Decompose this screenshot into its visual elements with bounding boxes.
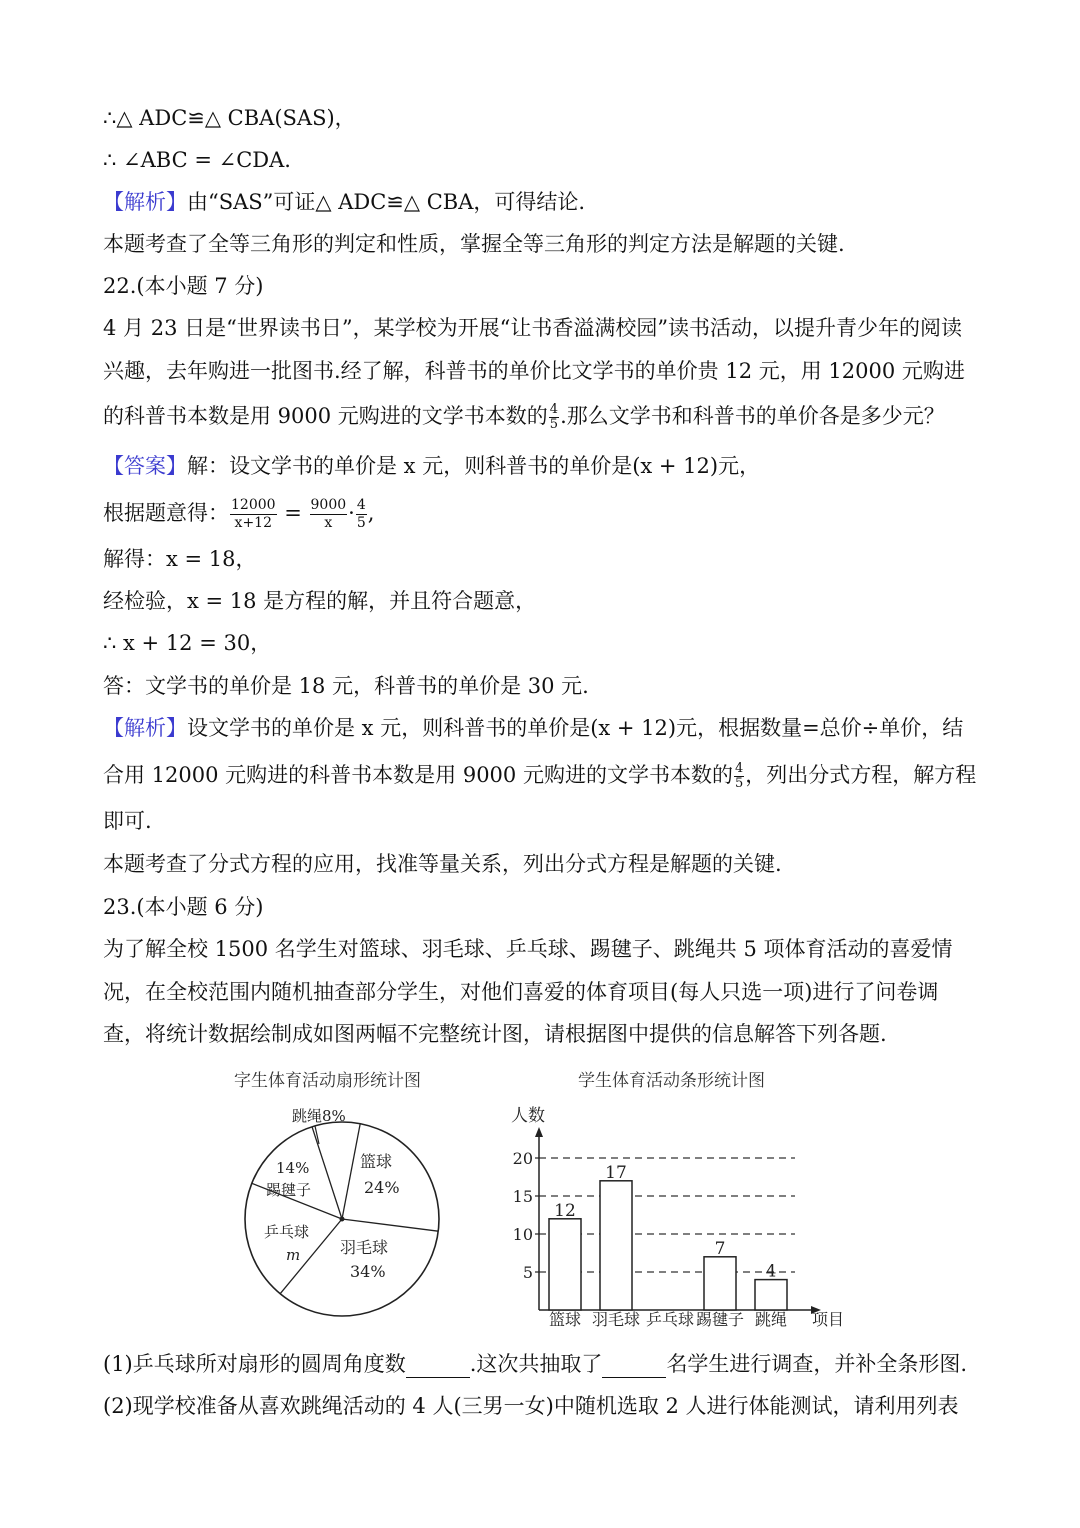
x-axis-label: 项目 (812, 1310, 845, 1329)
bar (755, 1280, 787, 1310)
q23-header: 23.(本小题 6 分) (103, 895, 264, 919)
fraction-den: 5 (549, 417, 559, 432)
eq-fraction-1 (230, 497, 277, 532)
fraction-num: 4 (549, 402, 559, 417)
y-tick-label: 15 (512, 1187, 533, 1206)
pie-chart-title: 字生体育活动扇形统计图 (234, 1071, 421, 1091)
x-category-label: 羽毛球 (591, 1310, 641, 1329)
q22-answer-1 (103, 452, 760, 480)
analysis-2a: 合用 12000 元购进的科普书本数是用 9000 元购进的文学书本数的 (103, 763, 733, 787)
q22-solution-4: 答：文学书的单价是 18 元，科普书的单价是 30 元. (103, 674, 589, 698)
pie-chart (240, 1095, 470, 1335)
analysis-tag: 【解析】 (103, 716, 187, 740)
pie-center (340, 1217, 345, 1222)
y-tick-label: 20 (512, 1149, 533, 1168)
q22-analysis-1 (103, 714, 963, 742)
q22-solution-3: ∴ x + 12 = 30， (103, 631, 272, 655)
pie-value-badminton: 34% (350, 1262, 386, 1281)
eq-equals: = (277, 501, 309, 525)
eq-suffix: , (367, 501, 375, 525)
q22-summary: 本题考查了分式方程的应用，找准等量关系，列出分式方程是解题的关键. (103, 852, 782, 876)
q22-analysis-3: 即可. (103, 809, 152, 833)
y-axis-label: 人数 (511, 1106, 545, 1126)
y-tick-label: 5 (522, 1263, 533, 1282)
pie-slice-boundary (342, 1219, 438, 1231)
y-tick-label: 10 (512, 1225, 533, 1244)
bar-value-label: 7 (714, 1238, 726, 1259)
pie-value-basketball: 24% (364, 1178, 400, 1197)
bar-value-label: 17 (605, 1162, 627, 1183)
eq-fraction-2 (310, 497, 348, 532)
eq-f1-num: 12000 (231, 497, 276, 513)
q22-solution-2: 经检验，x = 18 是方程的解，并且符合题意， (103, 589, 537, 613)
eq-f3-num: 4 (356, 497, 366, 513)
pie-value-shuttlecock: 14% (276, 1159, 310, 1177)
bar (549, 1219, 581, 1310)
pie-label-pingpong: 乒乓球 (264, 1223, 310, 1241)
q22-stem-3a: 的科普书本数是用 9000 元购进的文学书本数的 (103, 404, 548, 428)
sub1-c: 名学生进行调查，并补全条形图. (666, 1352, 968, 1376)
q22-header: 22.(本小题 7 分) (103, 274, 264, 298)
q22-stem-2: 兴趣，去年购进一批图书.经了解，科普书的单价比文学书的单价贵 12 元，用 12000 元购进 (103, 359, 965, 383)
analysis-2b: ，列出分式方程，解方程 (745, 763, 977, 787)
answer-blank-1[interactable] (406, 1357, 470, 1378)
bar (704, 1257, 736, 1310)
proof-line-2: ∴ ∠ABC = ∠CDA. (103, 148, 291, 172)
q23-stem-3: 查，将统计数据绘制成如图两幅不完整统计图，请根据图中提供的信息解答下列各题. (103, 1022, 887, 1046)
eq-f1-den: x+12 (234, 515, 272, 531)
pie-label-badminton: 羽毛球 (340, 1238, 389, 1257)
analysis-21 (103, 188, 585, 216)
summary-21: 本题考查了全等三角形的判定和性质，掌握全等三角形的判定方法是解题的关键. (103, 232, 845, 256)
pie-slice-boundary (342, 1124, 360, 1219)
eq-fraction-3 (356, 497, 367, 532)
q23-sub-1 (103, 1350, 967, 1378)
x-category-label: 踢毽子 (695, 1310, 745, 1329)
answer-blank-2[interactable] (602, 1357, 666, 1378)
answer-tag: 【答案】 (103, 454, 187, 478)
y-axis-arrow (535, 1127, 543, 1137)
fraction-den: 5 (734, 776, 744, 791)
pie-value-pingpong: m (286, 1246, 301, 1264)
bar-chart (495, 1095, 865, 1335)
eq-prefix: 根据题意得： (103, 501, 229, 525)
x-category-label: 乒乓球 (645, 1310, 695, 1329)
bar-value-label: 4 (765, 1261, 777, 1282)
fraction-4-5 (549, 403, 559, 432)
fraction-4-5 (734, 762, 744, 791)
q23-sub-2: (2)现学校准备从喜欢跳绳活动的 4 人(三男一女)中随机选取 2 人进行体能测试，请利用列表 (103, 1394, 959, 1418)
pie-label-basketball: 篮球 (360, 1152, 393, 1171)
q22-analysis-2 (103, 761, 976, 791)
q22-solution-1: 解得：x = 18， (103, 547, 257, 571)
q22-stem-1: 4 月 23 日是“世界读书日”，某学校为开展“让书香溢满校园”读书活动，以提升青少年的阅读 (103, 316, 963, 340)
sub1-a: (1)乒乓球所对扇形的圆周角度数 (103, 1352, 406, 1376)
eq-f2-den: x (324, 515, 333, 531)
q23-stem-2: 况，在全校范围内随机抽查部分学生，对他们喜爱的体育项目(每人只选一项)进行了问卷调 (103, 980, 939, 1004)
q22-stem-3b: .那么文学书和科普书的单价各是多少元？ (560, 404, 945, 428)
pie-slice-boundary (312, 1127, 342, 1219)
q22-stem-3 (103, 402, 945, 432)
pie-label-jumprope: 跳绳8% (292, 1107, 346, 1125)
proof-line-1: ∴△ ADC≌△ CBA(SAS)， (103, 106, 356, 130)
q23-stem-1: 为了解全校 1500 名学生对篮球、羽毛球、乒乓球、踢毽子、跳绳共 5 项体育活动的喜爱情 (103, 937, 953, 961)
fraction-num: 4 (734, 761, 744, 776)
eq-dot: · (348, 501, 355, 525)
x-category-label: 跳绳 (754, 1310, 788, 1329)
eq-f2-num: 9000 (310, 497, 347, 513)
pie-label-shuttlecock: 踢毽子 (266, 1181, 312, 1199)
bar (600, 1181, 632, 1310)
analysis-text: 由“SAS”可证△ ADC≌△ CBA，可得结论. (187, 190, 586, 214)
bar-value-label: 12 (554, 1200, 576, 1221)
analysis-text: 设文学书的单价是 x 元，则科普书的单价是(x + 12)元，根据数量=总价÷单价，结 (187, 716, 964, 740)
q22-equation (103, 497, 374, 532)
x-category-label: 篮球 (548, 1310, 582, 1329)
sub1-b: .这次共抽取了 (469, 1352, 603, 1376)
analysis-tag: 【解析】 (103, 190, 187, 214)
eq-f3-den: 5 (356, 515, 366, 531)
answer-text: 解：设文学书的单价是 x 元，则科普书的单价是(x + 12)元， (187, 454, 761, 478)
bar-chart-title: 学生体育活动条形统计图 (578, 1071, 765, 1091)
